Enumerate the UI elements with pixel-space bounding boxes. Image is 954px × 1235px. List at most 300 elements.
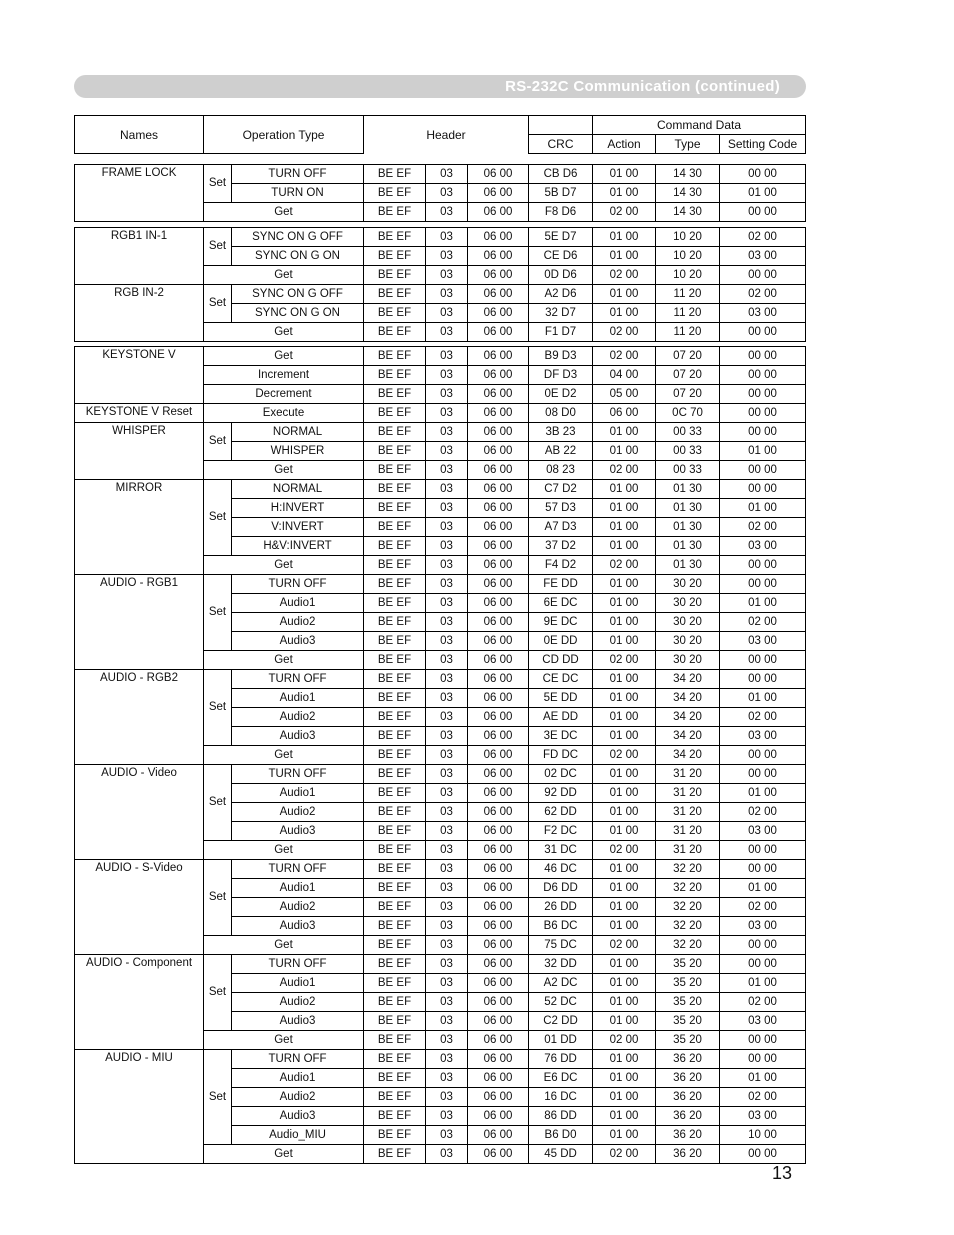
- set-label: Set: [204, 955, 232, 1031]
- header-bytes: BE EF: [364, 1031, 426, 1050]
- operation-value: Audio1: [232, 974, 364, 993]
- header-bytes-0600: 06 00: [468, 936, 529, 955]
- header-bytes-0600: 06 00: [468, 461, 529, 480]
- operation-value: Audio1: [232, 594, 364, 613]
- header-bytes: BE EF: [364, 285, 426, 304]
- set-label: Set: [204, 228, 232, 266]
- action-value: 01 00: [593, 1069, 656, 1088]
- setting-code-value: 00 00: [720, 366, 806, 385]
- type-value: 34 20: [656, 746, 720, 765]
- header-bytes: BE EF: [364, 1107, 426, 1126]
- header-bytes: BE EF: [364, 203, 426, 222]
- header-bytes-0600: 06 00: [468, 594, 529, 613]
- action-value: 01 00: [593, 917, 656, 936]
- header-byte-03: 03: [426, 898, 468, 917]
- operation-value: TURN OFF: [232, 1050, 364, 1069]
- operation-value: Audio2: [232, 708, 364, 727]
- table-row: [75, 228, 806, 247]
- header-byte-03: 03: [426, 1145, 468, 1164]
- type-value: 36 20: [656, 1126, 720, 1145]
- action-value: 01 00: [593, 1012, 656, 1031]
- set-label: Set: [204, 165, 232, 203]
- crc-value: F1 D7: [529, 323, 593, 342]
- crc-value: B9 D3: [529, 347, 593, 366]
- header-bytes-0600: 06 00: [468, 266, 529, 285]
- type-value: 01 30: [656, 518, 720, 537]
- crc-value: 9E DC: [529, 613, 593, 632]
- crc-value: FD DC: [529, 746, 593, 765]
- crc-value: 62 DD: [529, 803, 593, 822]
- crc-value: 02 DC: [529, 765, 593, 784]
- crc-value: AB 22: [529, 442, 593, 461]
- command-table-frame-lock: [74, 164, 806, 222]
- header-byte-03: 03: [426, 860, 468, 879]
- header-byte-03: 03: [426, 423, 468, 442]
- header-byte-03: 03: [426, 822, 468, 841]
- set-label: Set: [204, 860, 232, 936]
- header-bytes: BE EF: [364, 184, 426, 203]
- setting-code-value: 01 00: [720, 442, 806, 461]
- action-value: 01 00: [593, 442, 656, 461]
- header-byte-03: 03: [426, 404, 468, 423]
- crc-value: B6 DC: [529, 917, 593, 936]
- header-bytes: BE EF: [364, 266, 426, 285]
- header-bytes: BE EF: [364, 518, 426, 537]
- header-bytes-0600: 06 00: [468, 1050, 529, 1069]
- setting-code-value: 00 00: [720, 347, 806, 366]
- action-value: 05 00: [593, 385, 656, 404]
- banner-title: RS-232C Communication (continued): [505, 78, 780, 95]
- set-label: Set: [204, 765, 232, 841]
- operation-value: Get: [204, 556, 364, 575]
- setting-code-value: 03 00: [720, 304, 806, 323]
- operation-value: Get: [204, 1031, 364, 1050]
- header-byte-03: 03: [426, 1012, 468, 1031]
- setting-code-value: 00 00: [720, 860, 806, 879]
- header-byte-03: 03: [426, 165, 468, 184]
- table-row: [75, 575, 806, 594]
- crc-value: CB D6: [529, 165, 593, 184]
- header-bytes: BE EF: [364, 304, 426, 323]
- crc-value: 31 DC: [529, 841, 593, 860]
- type-value: 36 20: [656, 1050, 720, 1069]
- command-name: AUDIO - RGB1: [75, 575, 204, 670]
- type-value: 31 20: [656, 765, 720, 784]
- setting-code-value: 00 00: [720, 1145, 806, 1164]
- operation-value: SYNC ON G OFF: [232, 228, 364, 247]
- action-value: 01 00: [593, 1126, 656, 1145]
- crc-value: 01 DD: [529, 1031, 593, 1050]
- header-bytes: BE EF: [364, 974, 426, 993]
- command-name: AUDIO - S-Video: [75, 860, 204, 955]
- header-byte-03: 03: [426, 594, 468, 613]
- table-row: [75, 670, 806, 689]
- setting-code-value: 00 00: [720, 404, 806, 423]
- set-label: Set: [204, 575, 232, 651]
- type-value: 36 20: [656, 1107, 720, 1126]
- operation-value: Get: [204, 841, 364, 860]
- setting-code-value: 10 00: [720, 1126, 806, 1145]
- type-value: 32 20: [656, 917, 720, 936]
- type-value: 10 20: [656, 247, 720, 266]
- header-bytes-0600: 06 00: [468, 746, 529, 765]
- action-value: 01 00: [593, 285, 656, 304]
- operation-value: Audio_MIU: [232, 1126, 364, 1145]
- crc-value: 6E DC: [529, 594, 593, 613]
- action-value: 01 00: [593, 670, 656, 689]
- setting-code-value: 01 00: [720, 1069, 806, 1088]
- crc-value: FE DD: [529, 575, 593, 594]
- type-value: 36 20: [656, 1069, 720, 1088]
- crc-value: F8 D6: [529, 203, 593, 222]
- setting-code-value: 03 00: [720, 632, 806, 651]
- header-byte-03: 03: [426, 266, 468, 285]
- header-bytes-0600: 06 00: [468, 480, 529, 499]
- type-value: 00 33: [656, 442, 720, 461]
- type-value: 35 20: [656, 955, 720, 974]
- operation-value: SYNC ON G OFF: [232, 285, 364, 304]
- action-value: 02 00: [593, 1145, 656, 1164]
- setting-code-value: 00 00: [720, 746, 806, 765]
- header-bytes: BE EF: [364, 727, 426, 746]
- action-value: 01 00: [593, 803, 656, 822]
- header-bytes-0600: 06 00: [468, 203, 529, 222]
- action-value: 01 00: [593, 898, 656, 917]
- header-action: Action: [593, 135, 656, 154]
- type-value: 30 20: [656, 575, 720, 594]
- set-label: Set: [204, 1050, 232, 1145]
- type-value: 14 30: [656, 184, 720, 203]
- type-value: 11 20: [656, 285, 720, 304]
- operation-value: Get: [204, 936, 364, 955]
- action-value: 01 00: [593, 499, 656, 518]
- header-byte-03: 03: [426, 993, 468, 1012]
- operation-value: Audio2: [232, 993, 364, 1012]
- header-byte-03: 03: [426, 556, 468, 575]
- header-bytes: BE EF: [364, 404, 426, 423]
- type-value: 34 20: [656, 689, 720, 708]
- header-bytes: BE EF: [364, 499, 426, 518]
- header-bytes-0600: 06 00: [468, 1031, 529, 1050]
- header-bytes-0600: 06 00: [468, 898, 529, 917]
- header-bytes: BE EF: [364, 746, 426, 765]
- crc-value: F2 DC: [529, 822, 593, 841]
- header-byte-03: 03: [426, 247, 468, 266]
- setting-code-value: 01 00: [720, 184, 806, 203]
- command-name: MIRROR: [75, 480, 204, 575]
- header-bytes: BE EF: [364, 784, 426, 803]
- action-value: 02 00: [593, 1031, 656, 1050]
- crc-value: 3B 23: [529, 423, 593, 442]
- setting-code-value: 02 00: [720, 803, 806, 822]
- header-bytes: BE EF: [364, 323, 426, 342]
- operation-value: Get: [204, 1145, 364, 1164]
- type-value: 01 30: [656, 499, 720, 518]
- action-value: 01 00: [593, 879, 656, 898]
- setting-code-value: 00 00: [720, 955, 806, 974]
- crc-value: 86 DD: [529, 1107, 593, 1126]
- setting-code-value: 00 00: [720, 323, 806, 342]
- type-value: 32 20: [656, 936, 720, 955]
- type-value: 32 20: [656, 879, 720, 898]
- header-bytes-0600: 06 00: [468, 974, 529, 993]
- operation-value: WHISPER: [232, 442, 364, 461]
- setting-code-value: 00 00: [720, 385, 806, 404]
- crc-value: CE D6: [529, 247, 593, 266]
- header-bytes-0600: 06 00: [468, 556, 529, 575]
- header-byte-03: 03: [426, 285, 468, 304]
- operation-value: Audio1: [232, 879, 364, 898]
- header-bytes: BE EF: [364, 556, 426, 575]
- command-name: RGB IN-2: [75, 285, 204, 342]
- crc-value: D6 DD: [529, 879, 593, 898]
- operation-value: Audio3: [232, 1012, 364, 1031]
- header-byte-03: 03: [426, 841, 468, 860]
- header-byte-03: 03: [426, 385, 468, 404]
- header-bytes: BE EF: [364, 955, 426, 974]
- header-bytes-0600: 06 00: [468, 1088, 529, 1107]
- action-value: 01 00: [593, 518, 656, 537]
- operation-value: TURN OFF: [232, 860, 364, 879]
- header-bytes-0600: 06 00: [468, 285, 529, 304]
- crc-value: 0E D2: [529, 385, 593, 404]
- crc-value: 08 23: [529, 461, 593, 480]
- table-row: [75, 765, 806, 784]
- operation-value: Audio1: [232, 784, 364, 803]
- header-bytes-0600: 06 00: [468, 1145, 529, 1164]
- table-row: [75, 955, 806, 974]
- header-bytes-0600: 06 00: [468, 1107, 529, 1126]
- header-bytes-0600: 06 00: [468, 1069, 529, 1088]
- header-byte-03: 03: [426, 689, 468, 708]
- crc-value: 16 DC: [529, 1088, 593, 1107]
- type-value: 34 20: [656, 727, 720, 746]
- header-bytes: BE EF: [364, 594, 426, 613]
- setting-code-value: 01 00: [720, 974, 806, 993]
- operation-value: TURN OFF: [232, 765, 364, 784]
- header-bytes-0600: 06 00: [468, 1012, 529, 1031]
- header-bytes: BE EF: [364, 575, 426, 594]
- operation-value: V:INVERT: [232, 518, 364, 537]
- set-label: Set: [204, 285, 232, 323]
- header-bytes: BE EF: [364, 1145, 426, 1164]
- setting-code-value: 00 00: [720, 575, 806, 594]
- operation-value: SYNC ON G ON: [232, 304, 364, 323]
- type-value: 31 20: [656, 841, 720, 860]
- header-bytes-0600: 06 00: [468, 1126, 529, 1145]
- header-byte-03: 03: [426, 784, 468, 803]
- setting-code-value: 03 00: [720, 917, 806, 936]
- setting-code-value: 03 00: [720, 1107, 806, 1126]
- crc-value: 57 D3: [529, 499, 593, 518]
- header-header: Header: [364, 116, 529, 154]
- action-value: 01 00: [593, 613, 656, 632]
- crc-value: 32 D7: [529, 304, 593, 323]
- action-value: 01 00: [593, 247, 656, 266]
- operation-value: TURN OFF: [232, 575, 364, 594]
- command-name: WHISPER: [75, 423, 204, 480]
- action-value: 02 00: [593, 746, 656, 765]
- type-value: 01 30: [656, 537, 720, 556]
- header-type: Type: [656, 135, 720, 154]
- crc-value: A2 D6: [529, 285, 593, 304]
- operation-value: Audio1: [232, 689, 364, 708]
- header-byte-03: 03: [426, 936, 468, 955]
- action-value: 02 00: [593, 841, 656, 860]
- action-value: 01 00: [593, 974, 656, 993]
- operation-value: Audio2: [232, 803, 364, 822]
- setting-code-value: 03 00: [720, 1012, 806, 1031]
- header-bytes-0600: 06 00: [468, 841, 529, 860]
- action-value: 02 00: [593, 556, 656, 575]
- action-value: 02 00: [593, 461, 656, 480]
- setting-code-value: 00 00: [720, 765, 806, 784]
- header-byte-03: 03: [426, 879, 468, 898]
- command-name: RGB1 IN-1: [75, 228, 204, 285]
- header-bytes: BE EF: [364, 651, 426, 670]
- crc-value: CD DD: [529, 651, 593, 670]
- table-row: [75, 404, 806, 423]
- header-byte-03: 03: [426, 323, 468, 342]
- header-byte-03: 03: [426, 1050, 468, 1069]
- action-value: 02 00: [593, 203, 656, 222]
- type-value: 10 20: [656, 228, 720, 247]
- command-table-keystone-audio: [74, 346, 806, 1164]
- setting-code-value: 02 00: [720, 993, 806, 1012]
- action-value: 01 00: [593, 993, 656, 1012]
- header-bytes-0600: 06 00: [468, 822, 529, 841]
- type-value: 14 30: [656, 165, 720, 184]
- type-value: 00 33: [656, 461, 720, 480]
- header-bytes-0600: 06 00: [468, 404, 529, 423]
- header-bytes: BE EF: [364, 993, 426, 1012]
- header-bytes: BE EF: [364, 898, 426, 917]
- operation-value: TURN OFF: [232, 165, 364, 184]
- operation-value: Get: [204, 347, 364, 366]
- header-byte-03: 03: [426, 518, 468, 537]
- operation-value: H&V:INVERT: [232, 537, 364, 556]
- type-value: 35 20: [656, 974, 720, 993]
- type-value: 31 20: [656, 784, 720, 803]
- header-byte-03: 03: [426, 917, 468, 936]
- crc-value: AE DD: [529, 708, 593, 727]
- set-label: Set: [204, 423, 232, 461]
- header-byte-03: 03: [426, 670, 468, 689]
- header-bytes: BE EF: [364, 165, 426, 184]
- header-bytes: BE EF: [364, 385, 426, 404]
- type-value: 34 20: [656, 670, 720, 689]
- operation-value: Audio2: [232, 1088, 364, 1107]
- header-byte-03: 03: [426, 1126, 468, 1145]
- setting-code-value: 03 00: [720, 727, 806, 746]
- crc-value: 92 DD: [529, 784, 593, 803]
- operation-value: Get: [204, 323, 364, 342]
- type-value: 01 30: [656, 480, 720, 499]
- action-value: 01 00: [593, 1107, 656, 1126]
- setting-code-value: 00 00: [720, 423, 806, 442]
- header-byte-03: 03: [426, 347, 468, 366]
- operation-value: Audio3: [232, 727, 364, 746]
- crc-value: 0D D6: [529, 266, 593, 285]
- operation-value: NORMAL: [232, 423, 364, 442]
- type-value: 36 20: [656, 1088, 720, 1107]
- operation-value: Get: [204, 203, 364, 222]
- action-value: 01 00: [593, 165, 656, 184]
- header-bytes-0600: 06 00: [468, 708, 529, 727]
- header-bytes: BE EF: [364, 936, 426, 955]
- header-names: Names: [75, 116, 204, 154]
- header-bytes-0600: 06 00: [468, 860, 529, 879]
- header-byte-03: 03: [426, 228, 468, 247]
- action-value: 04 00: [593, 366, 656, 385]
- header-bytes: BE EF: [364, 917, 426, 936]
- table-row: [75, 165, 806, 184]
- header-bytes: BE EF: [364, 822, 426, 841]
- crc-value: B6 D0: [529, 1126, 593, 1145]
- type-value: 07 20: [656, 366, 720, 385]
- action-value: 01 00: [593, 423, 656, 442]
- header-bytes-0600: 06 00: [468, 228, 529, 247]
- type-value: 10 20: [656, 266, 720, 285]
- setting-code-value: 00 00: [720, 165, 806, 184]
- setting-code-value: 02 00: [720, 285, 806, 304]
- action-value: 01 00: [593, 575, 656, 594]
- action-value: 02 00: [593, 936, 656, 955]
- operation-value: Audio3: [232, 917, 364, 936]
- header-byte-03: 03: [426, 499, 468, 518]
- action-value: 01 00: [593, 1088, 656, 1107]
- header-bytes: BE EF: [364, 1126, 426, 1145]
- header-byte-03: 03: [426, 442, 468, 461]
- header-bytes-0600: 06 00: [468, 518, 529, 537]
- action-value: 01 00: [593, 955, 656, 974]
- header-byte-03: 03: [426, 203, 468, 222]
- page-number: 13: [772, 1163, 793, 1183]
- header-setting-code: Setting Code: [720, 135, 806, 154]
- setting-code-value: 02 00: [720, 898, 806, 917]
- header-bytes-0600: 06 00: [468, 366, 529, 385]
- action-value: 02 00: [593, 323, 656, 342]
- setting-code-value: 00 00: [720, 556, 806, 575]
- setting-code-value: 01 00: [720, 879, 806, 898]
- header-byte-03: 03: [426, 304, 468, 323]
- operation-value: SYNC ON G ON: [232, 247, 364, 266]
- crc-value: 26 DD: [529, 898, 593, 917]
- crc-value: 32 DD: [529, 955, 593, 974]
- header-bytes-0600: 06 00: [468, 803, 529, 822]
- type-value: 30 20: [656, 651, 720, 670]
- header-byte-03: 03: [426, 461, 468, 480]
- command-name: FRAME LOCK: [75, 165, 204, 222]
- crc-value: E6 DC: [529, 1069, 593, 1088]
- setting-code-value: 00 00: [720, 670, 806, 689]
- header-byte-03: 03: [426, 184, 468, 203]
- operation-value: Get: [204, 266, 364, 285]
- header-bytes-0600: 06 00: [468, 651, 529, 670]
- header-bytes: BE EF: [364, 765, 426, 784]
- action-value: 01 00: [593, 727, 656, 746]
- type-value: 07 20: [656, 385, 720, 404]
- crc-value: 5E DD: [529, 689, 593, 708]
- type-value: 11 20: [656, 304, 720, 323]
- header-bytes-0600: 06 00: [468, 537, 529, 556]
- setting-code-value: 00 00: [720, 841, 806, 860]
- header-bytes-0600: 06 00: [468, 613, 529, 632]
- operation-value: Get: [204, 746, 364, 765]
- setting-code-value: 01 00: [720, 594, 806, 613]
- setting-code-value: 01 00: [720, 784, 806, 803]
- operation-value: Audio2: [232, 613, 364, 632]
